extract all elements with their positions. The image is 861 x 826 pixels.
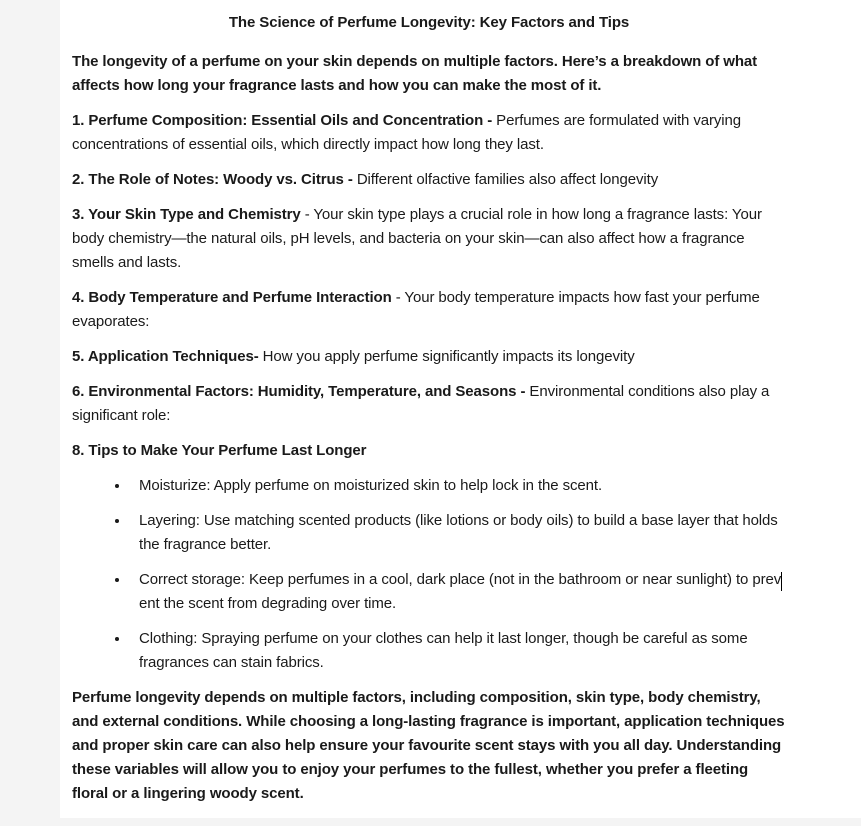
section-heading-2: 2. The Role of Notes: Woody vs. Citrus - xyxy=(72,171,357,188)
tips-list xyxy=(72,474,786,675)
section-paragraph-2 xyxy=(72,168,786,192)
intro-paragraph: The longevity of a perfume on your skin depends on multiple factors. Here’s a breakdown of what affects how long your fragrance lasts and how you can make the most of it. xyxy=(72,53,758,94)
section-body-2: Different olfactive families also affect longevity xyxy=(356,171,659,188)
closing-paragraph: Perfume longevity depends on multiple factors, including composition, skin type, body chemistry, and external conditions. While choosing a long-lasting fragrance is important, application techniques and proper skin care can also help ensure your favourite scent stays with you all day. Understanding these variables will allow you to enjoy your perfumes to the fullest, whether you prefer a fleeting floral or a lingering woody scent. xyxy=(72,689,785,802)
section-paragraph-5 xyxy=(72,345,786,369)
section-body-4: - Your body temperature impacts how fast your perfume evaporates: xyxy=(72,289,760,330)
section-heading-5: 5. Application Techniques- xyxy=(72,348,259,365)
list-item-clothing: • Clothing: Spraying perfume on your clothes can help it last longer, though be careful as some fragrances can stain fabrics. xyxy=(130,627,786,675)
section-body-1: Perfumes are formulated with varying concentrations of essential oils, which directly impact how long they last. xyxy=(72,112,742,153)
section-body-3: - Your skin type plays a crucial role in how long a fragrance lasts: Your body chemistry—the natural oils, pH levels, and bacteria on your skin—can also affect how a fragrance smells and lasts. xyxy=(72,206,762,271)
section-heading-1: 1. Perfume Composition: Essential Oils and Concentration - xyxy=(72,112,497,129)
list-item-text-before-caret: Correct storage: Keep perfumes in a cool, dark place (not in the bathroom or near sunlight) to prev xyxy=(139,571,782,588)
section-paragraph-3 xyxy=(72,203,786,275)
canvas-edge-bottom xyxy=(0,818,861,826)
text-cursor xyxy=(781,572,782,591)
document-page[interactable] xyxy=(60,0,861,818)
section-body-5: How you apply perfume significantly impacts its longevity xyxy=(258,348,635,365)
document-title: The Science of Perfume Longevity: Key Factors and Tips xyxy=(228,14,630,31)
section-heading-6: 6. Environmental Factors: Humidity, Temperature, and Seasons - xyxy=(72,383,530,400)
tips-heading: 8. Tips to Make Your Perfume Last Longer xyxy=(72,442,367,459)
list-item-layering: • Layering: Use matching scented products (like lotions or body oils) to build a base layer that holds the fragrance better. xyxy=(130,509,786,557)
list-item-storage xyxy=(130,568,786,616)
section-heading-3: 3. Your Skin Type and Chemistry xyxy=(72,206,301,223)
section-body-6: Environmental conditions also play a significant role: xyxy=(72,383,770,424)
list-item-moisturize: • Moisturize: Apply perfume on moisturized skin to help lock in the scent. xyxy=(130,474,786,498)
section-heading-4: 4. Body Temperature and Perfume Interaction xyxy=(72,289,392,306)
list-item-text-after-caret: ent the scent from degrading over time. xyxy=(139,595,397,612)
section-paragraph-6 xyxy=(72,380,786,428)
section-paragraph-1 xyxy=(72,109,786,157)
canvas-edge-left xyxy=(0,0,60,826)
section-paragraph-4 xyxy=(72,286,786,334)
